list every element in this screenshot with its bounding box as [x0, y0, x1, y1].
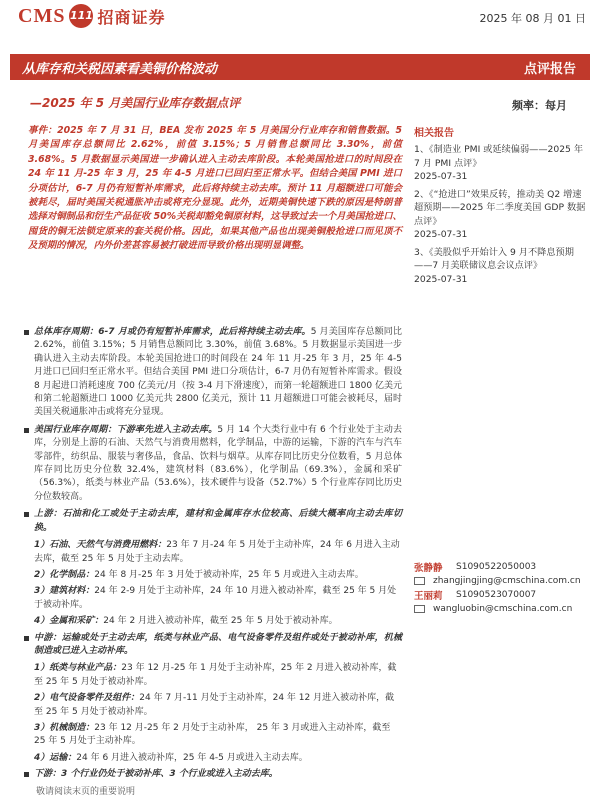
sub-item-head: 3）机械制造：: [34, 722, 95, 733]
bullet-paragraph: [24, 632, 402, 659]
sub-item: [24, 569, 402, 582]
mail-icon: [414, 605, 425, 613]
sub-item-head: 4）运输：: [34, 752, 77, 763]
related-report-item[interactable]: [414, 246, 586, 287]
bullet-body: 5 月美国库存总额同比 2.62%，前值 3.15%；5 月销售总额同比 3.30%，前值 3.68%。5 月数据显示美国进一步确认进入主动去库阶段。本轮美国抢进口的时间段在 24 年 11 月-25 年 3 月，25 年 4-5 月进口已回归至正常水平。但结合美国 PMI 进口分项估计，6-7 月仍有短暂补库需求。假设 8 月起进口消耗速度 700 亿美元/月（按 3-4 月下滑速度），而第一轮超额进口 1800 亿美元和第二轮超额进口 1000 亿美元共 2800 亿美元，预计 11 月超额进口可能会被耗尽，届时美国关税通胀冲击或将充分显现。: [34, 327, 402, 418]
related-report-date: 2025-07-31: [414, 273, 468, 285]
footer-note: 敬请阅读末页的重要说明: [36, 787, 136, 797]
logo-badge-icon: 111: [69, 4, 93, 28]
sub-item-head: 2）电气设备零件及组件：: [34, 693, 140, 704]
mail-icon: [414, 577, 425, 585]
sub-item-body: 24 年 7 月-11 月处于主动补库，24 年 12 月进入被动补库，截至 25 年 5 月处于被动补库。: [34, 693, 395, 717]
sub-item-body: 23 年 7 月-24 年 5 月处于主动补库，24 年 6 月进入主动去库，截至 25 年 5 月处于主动去库。: [34, 540, 400, 564]
logo-cn-text: 招商证券: [97, 7, 166, 27]
related-report-title: 3、《美股似乎开始计入 9 月不降息预期——7 月美联储议息会议点评》: [414, 246, 574, 271]
report-type: 点评报告: [523, 62, 576, 77]
sub-item: [24, 585, 402, 612]
sub-item-body: 24 年 2-9 月处于主动补库，24 年 10 月进入被动补库，截至 25 年 5 月处于被动补库。: [34, 586, 397, 610]
report-title: 从库存和关税因素看美铜价格波动: [22, 62, 218, 77]
company-logo: [18, 4, 165, 28]
title-banner: [10, 54, 590, 80]
analyst-id: S1090522050003: [456, 562, 537, 572]
related-report-date: 2025-07-31: [414, 171, 468, 182]
analyst-panel: [414, 560, 586, 616]
sub-item-body: 23 年 12 月-25 年 2 月处于主动补库， 25 年 3 月或进入主动补库，截至 25 年 5 月处于主动补库。: [34, 722, 391, 747]
frequency-label: 频率：每月: [512, 99, 567, 112]
sub-item: [24, 615, 402, 628]
report-date: 2025 年 08 月 01 日: [479, 12, 586, 25]
sub-item-body: 24 年 6 月进入被动补库，25 年 4-5 月或进入主动去库。: [76, 752, 308, 763]
analyst-name: 张静静: [414, 563, 443, 574]
bullet-paragraph: [24, 768, 402, 781]
related-report-item[interactable]: [414, 143, 586, 184]
sub-item-head: 4）金属和采矿：: [34, 616, 104, 627]
related-reports: [414, 124, 586, 290]
bullet-paragraph: [24, 326, 402, 420]
bullet-head: 上游：石油和化工或处于主动去库，建材和金属库存水位较高、后续大概率向主动去库切换。: [34, 509, 402, 533]
sub-item-head: 3）建筑材料：: [34, 586, 95, 597]
related-report-date: 2025-07-31: [414, 229, 468, 240]
sub-item: [24, 539, 402, 566]
analyst-email[interactable]: zhangjingjing@cmschina.com.cn: [433, 576, 581, 586]
bullet-paragraph: [24, 424, 402, 504]
body-content: [24, 326, 402, 786]
sub-item-head: 2）化学制品：: [34, 569, 95, 580]
sub-item: [24, 662, 402, 689]
sub-item-body: 23 年 12 月-25 年 1 月处于主动补库，25 年 2 月进入被动补库，截至 25 年 5 月处于被动补库。: [34, 663, 397, 687]
sub-item-body: 24 年 2 月进入被动补库，截至 25 年 5 月处于被动补库。: [103, 616, 338, 627]
related-report-title: 1、《制造业 PMI 或延续偏弱——2025 年 7 月 PMI 点评》: [414, 144, 584, 169]
bullet-head: 下游：3 个行业仍处于被动补库、3 个行业或进入主动去库。: [34, 769, 278, 780]
analyst-name: 王丽莉: [414, 591, 443, 602]
related-report-title: 2、《“抢进口”效果反转，推动美 Q2 增速超预期——2025 年二季度美国 GDP 数据点评》: [414, 188, 586, 227]
sub-item: [24, 692, 402, 719]
sub-item-head: 1）石油、天然气与消费用燃料：: [34, 540, 167, 551]
analyst-id: S1090523070007: [456, 590, 537, 600]
sub-item-head: 1）纸类与林业产品：: [34, 663, 122, 674]
bullet-body: 5 月 14 个大类行业中有 6 个行业处于主动去库，分别是上游的石油、天然气与消费用燃料，化学制品，中游的运输，下游的汽车与汽车零部件，纺织品、服装与奢侈品，食品、饮料与烟草。从库存同比历史分位数看，5 月总体库存同比历史分位数 32.4%，建筑材料（83.6%），化学制品（69.3%），金属和采矿（56.3%），纸类与林业产品（53.6%），技术硬件与设备（52.7%）5 个行业库存同比历史分位数较高。: [34, 424, 402, 502]
sub-item: [24, 752, 402, 765]
related-reports-title: 相关报告: [414, 128, 454, 139]
bullet-head: 中游：运输或处于主动去库，纸类与林业产品、电气设备零件及组件或处于被动补库，机械制造或已进入主动补库。: [34, 632, 402, 656]
sub-item-body: 24 年 8 月-25 年 3 月处于被动补库，25 年 5 月或进入主动去库。: [94, 569, 364, 580]
related-report-item[interactable]: [414, 188, 586, 242]
logo-cms-text: CMS: [18, 4, 66, 27]
bullet-head: 总体库存周期：6-7 月或仍有短暂补库需求，此后将持续主动去库。: [34, 327, 311, 337]
bullet-head: 美国行业库存周期：下游率先进入主动去库。: [34, 424, 218, 435]
abstract-paragraph: 事件：2025 年 7 月 31 日，BEA 发布 2025 年 5 月美国分行业库存和销售数据。5 月美国库存总额同比 2.62%，前值 3.15%；5 月销售总额同比 3.30%，前值 3.68%。5 月数据显示美国进一步确认进入主动去库阶段。本轮美国抢进口的时间段在 24 年 11 月-25 年 3 月，25 年 4-5 月进口已回归至正常水平。但结合美国 PMI 进口分项估计，6-7 月仍有短暂补库需求，此后将持续主动去库。预计 11 月超额进口可能会被耗尽，届时美国关税通胀冲击或将充分显现。此外，近期美铜快速下跌的原因是特朗普选择对铜制品和衍生产品征收 50%关税却豁免铜原材料，这导致过去一个月美国抢进口、囤货的铜无法锁定原来的套关税价格。因此，如果其他产品也出现美铜般抢进口而见顶不及预期的情况，内外价差甚容易被打破进而导致价格出现明显调整。: [28, 125, 402, 252]
sub-item: [24, 722, 402, 749]
bullet-paragraph: [24, 508, 402, 535]
report-subtitle: —2025 年 5 月美国行业库存数据点评: [30, 96, 241, 110]
analyst-email[interactable]: wangluobin@cmschina.com.cn: [433, 604, 573, 614]
